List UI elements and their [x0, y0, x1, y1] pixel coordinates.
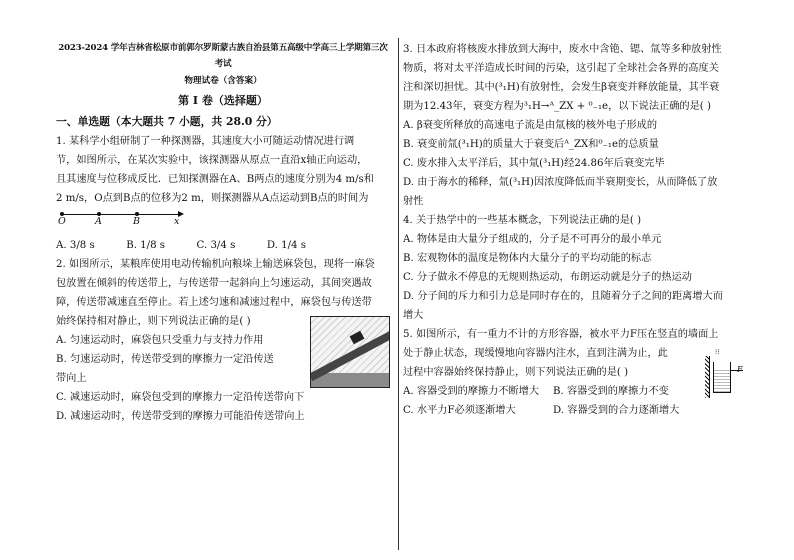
column-divider [398, 38, 399, 550]
q3-line: 期为12.43年，衰变方程为³₁H→ᴬ_ZX + ⁰₋₁e，以下说法正确的是( ) [403, 101, 711, 112]
q5-options-row1 [403, 382, 697, 401]
sack-image [350, 331, 365, 345]
q2-option-b[interactable]: B. 匀速运动时，传送带受到的摩擦力一定沿传送 [56, 354, 274, 365]
q2-option-c[interactable]: C. 减速运动时，麻袋包受到的摩擦力一定沿传送带向下 [56, 392, 305, 403]
q5-line: 处于静止状态，现缓慢地向容器内注水，直到注满为止，此 [403, 348, 668, 359]
q5-line: 5. 如图所示，有一重力不计的方形容器，被水平力F压在竖直的墙面上 [403, 329, 719, 340]
volume-heading: 第 I 卷（选择题） [178, 94, 268, 107]
q1-line: 且其速度与位移成反比．已知探测器在A、B两点的速度分别为4 m/s和 [56, 174, 374, 185]
q1-line: 2 m/s，O点到B点的位移为2 m，则探测器从A点运动到B点的时间为 [56, 193, 369, 204]
container-wall-figure [703, 348, 743, 398]
q3-option-c[interactable]: C. 废水排入太平洋后，其中氚(³₁H)经24.86年后衰变完毕 [403, 158, 665, 169]
wall-image [705, 356, 710, 398]
q2-line: 2. 如图所示，某粮库使用电动传输机向粮垛上输送麻袋包，现将一麻袋 [56, 259, 375, 270]
q5-text [403, 344, 697, 401]
label-b: B [133, 216, 140, 227]
q3-line: 物质，将对太平洋造成长时间的污染，这引起了全球社会各界的高度关 [403, 63, 719, 74]
q3-option-d-cont: 射性 [403, 196, 424, 207]
right-column [403, 40, 743, 420]
q3-option-b[interactable]: B. 衰变前氚(³₁H)的质量大于衰变后ᴬ_ZX和⁰₋₁e的总质量 [403, 139, 659, 150]
water-drops-icon: ⁝⁝ [715, 348, 720, 356]
q2-option-b-cont: 带向上 [56, 373, 87, 384]
q1-option-d[interactable]: D. 1/4 s [266, 240, 306, 251]
q1-line: 1. 某科学小组研制了一种探测器，其速度大小可随运动情况进行调 [56, 136, 355, 147]
q5-option-d[interactable]: D. 容器受到的合力逐渐增大 [553, 405, 680, 416]
q5-line: 过程中容器始终保持静止，则下列说法正确的是( ) [403, 367, 629, 378]
q3-option-a[interactable]: A. β衰变所释放的高速电子流是由氚核的核外电子形成的 [403, 120, 658, 131]
q2-line: 始终保持相对静止，则下列说法正确的是( ) [56, 316, 251, 327]
q4-option-d-cont: 增大 [403, 310, 424, 321]
x-axis-line [62, 214, 182, 215]
q2-option-d[interactable]: D. 减速运动时，传送带受到的摩擦力可能沿传送带向上 [56, 411, 305, 422]
label-x: x [174, 216, 180, 227]
q1-axis-figure [56, 210, 356, 236]
q2-text [56, 312, 306, 388]
q3-option-d[interactable]: D. 由于海水的稀释，氚(³₁H)因浓度降低而半衰期变长，从而降低了放 [403, 177, 718, 188]
q3-line: 注和深切担忧。其中(³₁H)有放射性，会发生β衰变并释放能量，其半衰 [403, 82, 720, 93]
conveyor-belt-figure [310, 316, 390, 388]
q4-line: 4. 关于热学中的一些基本概念，下列说法正确的是( ) [403, 215, 642, 226]
q2-line: 包放置在倾斜的传送带上，与传送带一起斜向上匀速运动，其间突遇故 [56, 278, 372, 289]
force-label: F [737, 365, 743, 374]
exam-title: 2023-2024 学年吉林省松原市前郭尔罗斯蒙古族自治县第五高级中学高三上学期第三次考试 [58, 43, 388, 69]
label-o: O [58, 216, 66, 227]
q1-option-a[interactable]: A. 3/8 s [56, 240, 95, 251]
q2-option-a[interactable]: A. 匀速运动时，麻袋包只受重力与支持力作用 [56, 335, 264, 346]
q4-option-c[interactable]: C. 分子做永不停息的无规则热运动，布朗运动就是分子的热运动 [403, 272, 692, 283]
vessel-image [713, 362, 731, 393]
q1-options [56, 236, 306, 255]
q4-option-a[interactable]: A. 物体是由大量分子组成的，分子是不可再分的最小单元 [403, 234, 662, 245]
q5-block [403, 344, 743, 401]
q1-option-b[interactable]: B. 1/8 s [126, 240, 166, 251]
section-heading: 一、单选题（本大题共 7 小题，共 28.0 分） [56, 115, 278, 128]
q3-line: 3. 日本政府将核废水排放到大海中，废水中含铯、锶、氚等多种放射性 [403, 44, 722, 55]
q5-option-c[interactable]: C. 水平力F必须逐渐增大 [403, 405, 516, 416]
left-column [56, 40, 390, 426]
q5-options-row2 [403, 401, 743, 420]
q5-option-b[interactable]: B. 容器受到的摩擦力不变 [553, 386, 669, 397]
label-a: A [95, 216, 102, 227]
q2-line: 障，传送带减速直至停止。若上述匀速和减速过程中，麻袋包与传送带 [56, 297, 372, 308]
q4-option-d[interactable]: D. 分子间的斥力和引力总是同时存在的，且随着分子之间的距离增大而 [403, 291, 723, 302]
q5-option-a[interactable]: A. 容器受到的摩擦力不断增大 [403, 386, 540, 397]
q2-block [56, 312, 390, 388]
q1-option-c[interactable]: C. 3/4 s [196, 240, 236, 251]
q4-option-b[interactable]: B. 宏观物体的温度是物体内大量分子的平均动能的标志 [403, 253, 652, 264]
q1-line: 节，如图所示，在某次实验中，该探测器从原点一直沿x轴正向运动， [56, 155, 368, 166]
exam-subtitle: 物理试卷（含答案） [184, 76, 262, 86]
